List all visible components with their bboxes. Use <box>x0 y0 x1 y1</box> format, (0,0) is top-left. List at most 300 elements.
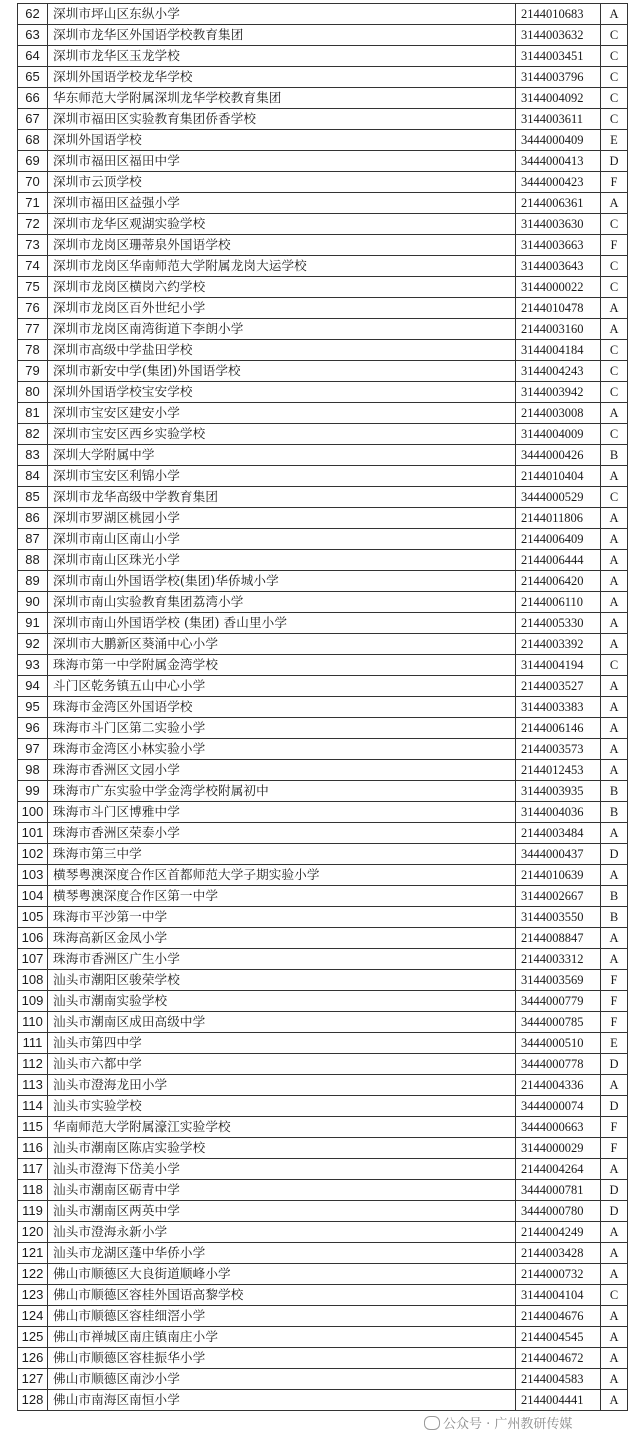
school-name: 佛山市顺德区容桂振华小学 <box>48 1348 516 1369</box>
school-name: 汕头市潮南区成田高级中学 <box>48 1012 516 1033</box>
school-name: 汕头市实验学校 <box>48 1096 516 1117</box>
school-code: 2144006146 <box>516 718 601 739</box>
school-category: A <box>601 4 628 25</box>
school-name: 深圳市新安中学(集团)外国语学校 <box>48 361 516 382</box>
school-code: 2144003392 <box>516 634 601 655</box>
row-number: 102 <box>18 844 48 865</box>
school-name: 汕头市澄海永新小学 <box>48 1222 516 1243</box>
row-number: 66 <box>18 88 48 109</box>
table-row <box>18 907 628 928</box>
row-number: 62 <box>18 4 48 25</box>
school-name: 珠海市金湾区外国语学校 <box>48 697 516 718</box>
table-row <box>18 739 628 760</box>
school-name: 佛山市顺德区容桂细滘小学 <box>48 1306 516 1327</box>
row-number: 73 <box>18 235 48 256</box>
table-row <box>18 1243 628 1264</box>
school-code: 3444000785 <box>516 1012 601 1033</box>
school-category: A <box>601 865 628 886</box>
table-row <box>18 676 628 697</box>
school-code: 2144011806 <box>516 508 601 529</box>
table-row <box>18 1096 628 1117</box>
school-code: 3144004036 <box>516 802 601 823</box>
school-name: 深圳市龙华区外国语学校教育集团 <box>48 25 516 46</box>
row-number: 121 <box>18 1243 48 1264</box>
school-code: 3444000437 <box>516 844 601 865</box>
school-category: F <box>601 991 628 1012</box>
school-category: A <box>601 949 628 970</box>
table-row <box>18 235 628 256</box>
school-category: A <box>601 634 628 655</box>
school-category: C <box>601 214 628 235</box>
table-row <box>18 865 628 886</box>
school-name: 深圳市大鹏新区葵涌中心小学 <box>48 634 516 655</box>
wechat-icon <box>424 1416 440 1430</box>
school-category: C <box>601 1285 628 1306</box>
table-row <box>18 1348 628 1369</box>
table-row <box>18 529 628 550</box>
table-row <box>18 340 628 361</box>
table-row <box>18 1222 628 1243</box>
row-number: 70 <box>18 172 48 193</box>
table-row <box>18 1138 628 1159</box>
table-row <box>18 718 628 739</box>
school-category: C <box>601 67 628 88</box>
table-row <box>18 508 628 529</box>
school-name: 汕头市六都中学 <box>48 1054 516 1075</box>
school-category: C <box>601 256 628 277</box>
row-number: 69 <box>18 151 48 172</box>
school-code: 3444000074 <box>516 1096 601 1117</box>
row-number: 85 <box>18 487 48 508</box>
school-name: 深圳外国语学校宝安学校 <box>48 382 516 403</box>
table-row <box>18 697 628 718</box>
school-category: D <box>601 1096 628 1117</box>
watermark-text: 公众号 · 广州教研传媒 <box>443 1417 573 1432</box>
row-number: 91 <box>18 613 48 634</box>
row-number: 81 <box>18 403 48 424</box>
school-category: A <box>601 1243 628 1264</box>
school-category: C <box>601 340 628 361</box>
table-row <box>18 991 628 1012</box>
school-name: 汕头市澄海下岱美小学 <box>48 1159 516 1180</box>
row-number: 80 <box>18 382 48 403</box>
table-row <box>18 1369 628 1390</box>
row-number: 68 <box>18 130 48 151</box>
school-category: A <box>601 1159 628 1180</box>
row-number: 107 <box>18 949 48 970</box>
school-code: 3144004194 <box>516 655 601 676</box>
row-number: 84 <box>18 466 48 487</box>
school-name: 珠海市第一中学附属金湾学校 <box>48 655 516 676</box>
school-category: A <box>601 823 628 844</box>
school-name: 深圳外国语学校龙华学校 <box>48 67 516 88</box>
school-code: 3144004009 <box>516 424 601 445</box>
school-name: 珠海高新区金凤小学 <box>48 928 516 949</box>
school-name: 珠海市金湾区小林实验小学 <box>48 739 516 760</box>
table-row <box>18 193 628 214</box>
school-code: 3444000426 <box>516 445 601 466</box>
school-code: 2144012453 <box>516 760 601 781</box>
school-category: D <box>601 1180 628 1201</box>
row-number: 115 <box>18 1117 48 1138</box>
row-number: 71 <box>18 193 48 214</box>
table-row <box>18 1285 628 1306</box>
school-category: A <box>601 466 628 487</box>
school-category: C <box>601 487 628 508</box>
school-name: 汕头市第四中学 <box>48 1033 516 1054</box>
table-row <box>18 25 628 46</box>
school-code: 3144004243 <box>516 361 601 382</box>
row-number: 87 <box>18 529 48 550</box>
school-category: C <box>601 424 628 445</box>
school-code: 2144004264 <box>516 1159 601 1180</box>
row-number: 110 <box>18 1012 48 1033</box>
school-code: 2144003527 <box>516 676 601 697</box>
school-category: B <box>601 802 628 823</box>
row-number: 116 <box>18 1138 48 1159</box>
school-name: 深圳市龙华高级中学教育集团 <box>48 487 516 508</box>
row-number: 67 <box>18 109 48 130</box>
school-category: C <box>601 277 628 298</box>
row-number: 93 <box>18 655 48 676</box>
row-number: 117 <box>18 1159 48 1180</box>
school-category: A <box>601 676 628 697</box>
table-row <box>18 298 628 319</box>
row-number: 99 <box>18 781 48 802</box>
school-name: 华东师范大学附属深圳龙华学校教育集团 <box>48 88 516 109</box>
school-category: A <box>601 739 628 760</box>
school-name: 深圳市宝安区西乡实验学校 <box>48 424 516 445</box>
table-row <box>18 1180 628 1201</box>
school-code: 2144000732 <box>516 1264 601 1285</box>
school-code: 2144003160 <box>516 319 601 340</box>
school-code: 3144004104 <box>516 1285 601 1306</box>
row-number: 86 <box>18 508 48 529</box>
table-row <box>18 1327 628 1348</box>
school-code: 3144002667 <box>516 886 601 907</box>
school-category: A <box>601 298 628 319</box>
row-number: 88 <box>18 550 48 571</box>
table-row <box>18 802 628 823</box>
school-name: 珠海市平沙第一中学 <box>48 907 516 928</box>
school-code: 3444000781 <box>516 1180 601 1201</box>
school-category: F <box>601 970 628 991</box>
row-number: 65 <box>18 67 48 88</box>
school-name: 汕头市龙湖区蓬中华侨小学 <box>48 1243 516 1264</box>
school-category: D <box>601 151 628 172</box>
school-code: 2144006444 <box>516 550 601 571</box>
school-name: 佛山市顺德区容桂外国语高黎学校 <box>48 1285 516 1306</box>
school-code: 3144000022 <box>516 277 601 298</box>
table-row <box>18 1159 628 1180</box>
school-name: 深圳市坪山区东纵小学 <box>48 4 516 25</box>
school-code: 3144000029 <box>516 1138 601 1159</box>
school-category: A <box>601 928 628 949</box>
school-code: 2144010683 <box>516 4 601 25</box>
table-row <box>18 1390 628 1411</box>
school-category: A <box>601 1369 628 1390</box>
school-name: 汕头市潮南区两英中学 <box>48 1201 516 1222</box>
school-category: C <box>601 382 628 403</box>
school-code: 3144003935 <box>516 781 601 802</box>
school-code: 3144003383 <box>516 697 601 718</box>
school-code: 2144010639 <box>516 865 601 886</box>
table-row <box>18 760 628 781</box>
table-row <box>18 613 628 634</box>
table-row <box>18 1306 628 1327</box>
school-name: 深圳市南山外国语学校 (集团) 香山里小学 <box>48 613 516 634</box>
table-row <box>18 571 628 592</box>
school-category: A <box>601 550 628 571</box>
row-number: 105 <box>18 907 48 928</box>
school-category: C <box>601 46 628 67</box>
school-list-table <box>17 3 628 1411</box>
school-category: A <box>601 403 628 424</box>
school-name: 深圳市龙华区玉龙学校 <box>48 46 516 67</box>
school-code: 3144003643 <box>516 256 601 277</box>
school-code: 2144010478 <box>516 298 601 319</box>
row-number: 120 <box>18 1222 48 1243</box>
row-number: 101 <box>18 823 48 844</box>
school-name: 汕头市潮南区砺青中学 <box>48 1180 516 1201</box>
school-code: 3144003569 <box>516 970 601 991</box>
school-category: B <box>601 445 628 466</box>
school-name: 深圳市龙岗区华南师范大学附属龙岗大运学校 <box>48 256 516 277</box>
school-name: 汕头市澄海龙田小学 <box>48 1075 516 1096</box>
school-code: 3444000510 <box>516 1033 601 1054</box>
school-category: A <box>601 1327 628 1348</box>
school-category: A <box>601 1075 628 1096</box>
school-category: C <box>601 25 628 46</box>
table-row <box>18 424 628 445</box>
school-name: 深圳市宝安区利锦小学 <box>48 466 516 487</box>
school-category: A <box>601 1306 628 1327</box>
row-number: 104 <box>18 886 48 907</box>
school-category: A <box>601 1390 628 1411</box>
row-number: 79 <box>18 361 48 382</box>
school-category: A <box>601 1348 628 1369</box>
row-number: 76 <box>18 298 48 319</box>
row-number: 72 <box>18 214 48 235</box>
school-code: 2144003008 <box>516 403 601 424</box>
school-name: 珠海市香洲区文园小学 <box>48 760 516 781</box>
school-category: B <box>601 781 628 802</box>
school-code: 3444000529 <box>516 487 601 508</box>
school-code: 2144004336 <box>516 1075 601 1096</box>
school-code: 2144006420 <box>516 571 601 592</box>
school-code: 2144004441 <box>516 1390 601 1411</box>
row-number: 77 <box>18 319 48 340</box>
table-row <box>18 46 628 67</box>
school-code: 3444000779 <box>516 991 601 1012</box>
school-category: E <box>601 130 628 151</box>
school-code: 2144008847 <box>516 928 601 949</box>
table-row <box>18 256 628 277</box>
table-row <box>18 1264 628 1285</box>
school-category: A <box>601 1264 628 1285</box>
school-category: A <box>601 319 628 340</box>
row-number: 94 <box>18 676 48 697</box>
school-name: 深圳市龙岗区珊蒂泉外国语学校 <box>48 235 516 256</box>
school-name: 珠海市第三中学 <box>48 844 516 865</box>
school-name: 珠海市香洲区荣泰小学 <box>48 823 516 844</box>
school-name: 深圳市龙华区观湖实验学校 <box>48 214 516 235</box>
school-name: 汕头市潮南区陈店实验学校 <box>48 1138 516 1159</box>
row-number: 89 <box>18 571 48 592</box>
table-row <box>18 634 628 655</box>
school-code: 3144003632 <box>516 25 601 46</box>
row-number: 92 <box>18 634 48 655</box>
row-number: 125 <box>18 1327 48 1348</box>
school-name: 佛山市南海区南恒小学 <box>48 1390 516 1411</box>
row-number: 109 <box>18 991 48 1012</box>
row-number: 83 <box>18 445 48 466</box>
table-row <box>18 949 628 970</box>
row-number: 97 <box>18 739 48 760</box>
school-code: 3144004092 <box>516 88 601 109</box>
school-name: 华南师范大学附属濠江实验学校 <box>48 1117 516 1138</box>
school-category: F <box>601 1138 628 1159</box>
school-category: B <box>601 907 628 928</box>
school-name: 横琴粤澳深度合作区首都师范大学子期实验小学 <box>48 865 516 886</box>
school-name: 横琴粤澳深度合作区第一中学 <box>48 886 516 907</box>
table-row <box>18 550 628 571</box>
school-category: A <box>601 1222 628 1243</box>
school-category: F <box>601 172 628 193</box>
school-category: A <box>601 697 628 718</box>
school-category: A <box>601 193 628 214</box>
school-code: 3144003611 <box>516 109 601 130</box>
school-category: A <box>601 613 628 634</box>
school-category: D <box>601 844 628 865</box>
table-row <box>18 781 628 802</box>
school-code: 3444000780 <box>516 1201 601 1222</box>
school-code: 2144006361 <box>516 193 601 214</box>
table-row <box>18 151 628 172</box>
watermark <box>420 1412 576 1433</box>
row-number: 75 <box>18 277 48 298</box>
school-name: 珠海市香洲区广生小学 <box>48 949 516 970</box>
table-row <box>18 214 628 235</box>
school-name: 深圳市南山区珠光小学 <box>48 550 516 571</box>
school-name: 深圳市福田区福田中学 <box>48 151 516 172</box>
school-category: D <box>601 1054 628 1075</box>
row-number: 127 <box>18 1369 48 1390</box>
school-category: C <box>601 361 628 382</box>
school-category: A <box>601 571 628 592</box>
table-row <box>18 277 628 298</box>
row-number: 124 <box>18 1306 48 1327</box>
school-category: F <box>601 235 628 256</box>
table-row <box>18 4 628 25</box>
row-number: 118 <box>18 1180 48 1201</box>
school-category: B <box>601 886 628 907</box>
table-row <box>18 88 628 109</box>
table-row <box>18 655 628 676</box>
table-row <box>18 928 628 949</box>
table-row <box>18 109 628 130</box>
table-row <box>18 823 628 844</box>
row-number: 106 <box>18 928 48 949</box>
school-name: 深圳外国语学校 <box>48 130 516 151</box>
table-row <box>18 970 628 991</box>
school-category: E <box>601 1033 628 1054</box>
school-name: 汕头市潮阳区骏荣学校 <box>48 970 516 991</box>
table-body <box>18 4 628 1411</box>
table-row <box>18 1054 628 1075</box>
school-code: 2144004583 <box>516 1369 601 1390</box>
school-code: 2144004676 <box>516 1306 601 1327</box>
table-row <box>18 361 628 382</box>
school-code: 3144003451 <box>516 46 601 67</box>
school-name: 深圳市南山区南山小学 <box>48 529 516 550</box>
school-name: 深圳市福田区实验教育集团侨香学校 <box>48 109 516 130</box>
row-number: 122 <box>18 1264 48 1285</box>
school-category: A <box>601 529 628 550</box>
row-number: 78 <box>18 340 48 361</box>
school-category: F <box>601 1117 628 1138</box>
row-number: 111 <box>18 1033 48 1054</box>
school-category: C <box>601 655 628 676</box>
school-name: 珠海市斗门区第二实验小学 <box>48 718 516 739</box>
table-row <box>18 592 628 613</box>
school-name: 珠海市广东实验中学金湾学校附属初中 <box>48 781 516 802</box>
school-category: C <box>601 88 628 109</box>
school-code: 3444000409 <box>516 130 601 151</box>
school-code: 3144003663 <box>516 235 601 256</box>
row-number: 108 <box>18 970 48 991</box>
row-number: 82 <box>18 424 48 445</box>
school-code: 3444000663 <box>516 1117 601 1138</box>
row-number: 113 <box>18 1075 48 1096</box>
row-number: 128 <box>18 1390 48 1411</box>
school-code: 2144003312 <box>516 949 601 970</box>
row-number: 95 <box>18 697 48 718</box>
school-name: 汕头市潮南实验学校 <box>48 991 516 1012</box>
row-number: 103 <box>18 865 48 886</box>
school-category: D <box>601 1201 628 1222</box>
school-code: 2144010404 <box>516 466 601 487</box>
school-name: 佛山市禅城区南庄镇南庄小学 <box>48 1327 516 1348</box>
table-row <box>18 382 628 403</box>
table-row <box>18 319 628 340</box>
school-code: 2144006409 <box>516 529 601 550</box>
row-number: 96 <box>18 718 48 739</box>
school-name: 深圳市高级中学盐田学校 <box>48 340 516 361</box>
school-code: 2144003573 <box>516 739 601 760</box>
table-row <box>18 445 628 466</box>
table-row <box>18 466 628 487</box>
table-row <box>18 403 628 424</box>
school-code: 2144003484 <box>516 823 601 844</box>
school-category: A <box>601 592 628 613</box>
row-number: 112 <box>18 1054 48 1075</box>
row-number: 90 <box>18 592 48 613</box>
school-name: 深圳市南山实验教育集团荔湾小学 <box>48 592 516 613</box>
school-name: 深圳市罗湖区桃园小学 <box>48 508 516 529</box>
table-row <box>18 886 628 907</box>
school-name: 珠海市斗门区博雅中学 <box>48 802 516 823</box>
row-number: 64 <box>18 46 48 67</box>
row-number: 100 <box>18 802 48 823</box>
school-name: 深圳市福田区益强小学 <box>48 193 516 214</box>
row-number: 63 <box>18 25 48 46</box>
table-row <box>18 1033 628 1054</box>
school-code: 3144003630 <box>516 214 601 235</box>
school-name: 佛山市顺德区大良街道顺峰小学 <box>48 1264 516 1285</box>
school-category: C <box>601 109 628 130</box>
table-row <box>18 172 628 193</box>
